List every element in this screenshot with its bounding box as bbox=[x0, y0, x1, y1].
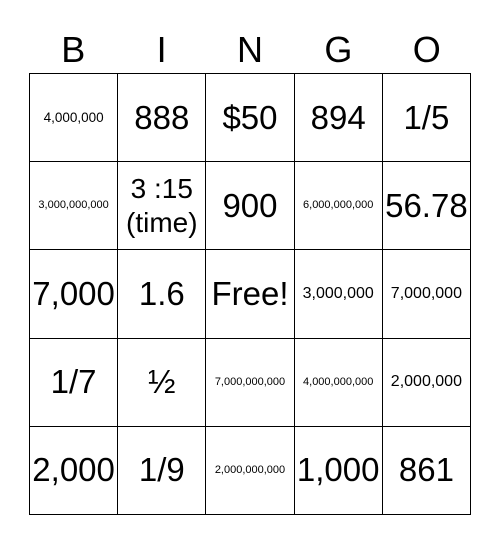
bingo-cell[interactable]: 3,000,000,000 bbox=[30, 162, 118, 250]
bingo-cell[interactable]: 2,000 bbox=[30, 427, 118, 515]
header-letter-b: B bbox=[61, 29, 86, 70]
bingo-cell[interactable]: 7,000 bbox=[30, 250, 118, 338]
bingo-grid bbox=[29, 73, 471, 515]
bingo-header bbox=[29, 26, 471, 74]
bingo-cell[interactable]: 861 bbox=[383, 427, 471, 515]
bingo-cell[interactable]: 7,000,000 bbox=[383, 250, 471, 338]
bingo-cell[interactable]: 1/9 bbox=[118, 427, 206, 515]
bingo-cell[interactable]: 2,000,000,000 bbox=[206, 427, 294, 515]
bingo-cell[interactable]: 3,000,000 bbox=[295, 250, 383, 338]
bingo-cell[interactable]: 1,000 bbox=[295, 427, 383, 515]
bingo-cell[interactable]: ½ bbox=[118, 339, 206, 427]
bingo-cell[interactable]: 1/5 bbox=[383, 74, 471, 162]
bingo-cell[interactable]: 4,000,000,000 bbox=[295, 339, 383, 427]
bingo-cell[interactable]: 6,000,000,000 bbox=[295, 162, 383, 250]
bingo-cell[interactable]: 3 :15 (time) bbox=[118, 162, 206, 250]
bingo-cell[interactable]: 7,000,000,000 bbox=[206, 339, 294, 427]
header-letter-o: O bbox=[412, 29, 441, 70]
bingo-cell[interactable]: 900 bbox=[206, 162, 294, 250]
header-letter-g: G bbox=[324, 29, 353, 70]
bingo-cell[interactable]: 1/7 bbox=[30, 339, 118, 427]
header-letter-i: I bbox=[156, 29, 167, 70]
bingo-cell[interactable]: 888 bbox=[118, 74, 206, 162]
bingo-cell[interactable]: 894 bbox=[295, 74, 383, 162]
bingo-cell[interactable]: $50 bbox=[206, 74, 294, 162]
bingo-cell[interactable]: 56.78 bbox=[383, 162, 471, 250]
bingo-cell[interactable]: 4,000,000 bbox=[30, 74, 118, 162]
header-letter-n: N bbox=[236, 29, 263, 70]
free-space-cell[interactable]: Free! bbox=[206, 250, 294, 338]
bingo-cell[interactable]: 1.6 bbox=[118, 250, 206, 338]
bingo-cell[interactable]: 2,000,000 bbox=[383, 339, 471, 427]
